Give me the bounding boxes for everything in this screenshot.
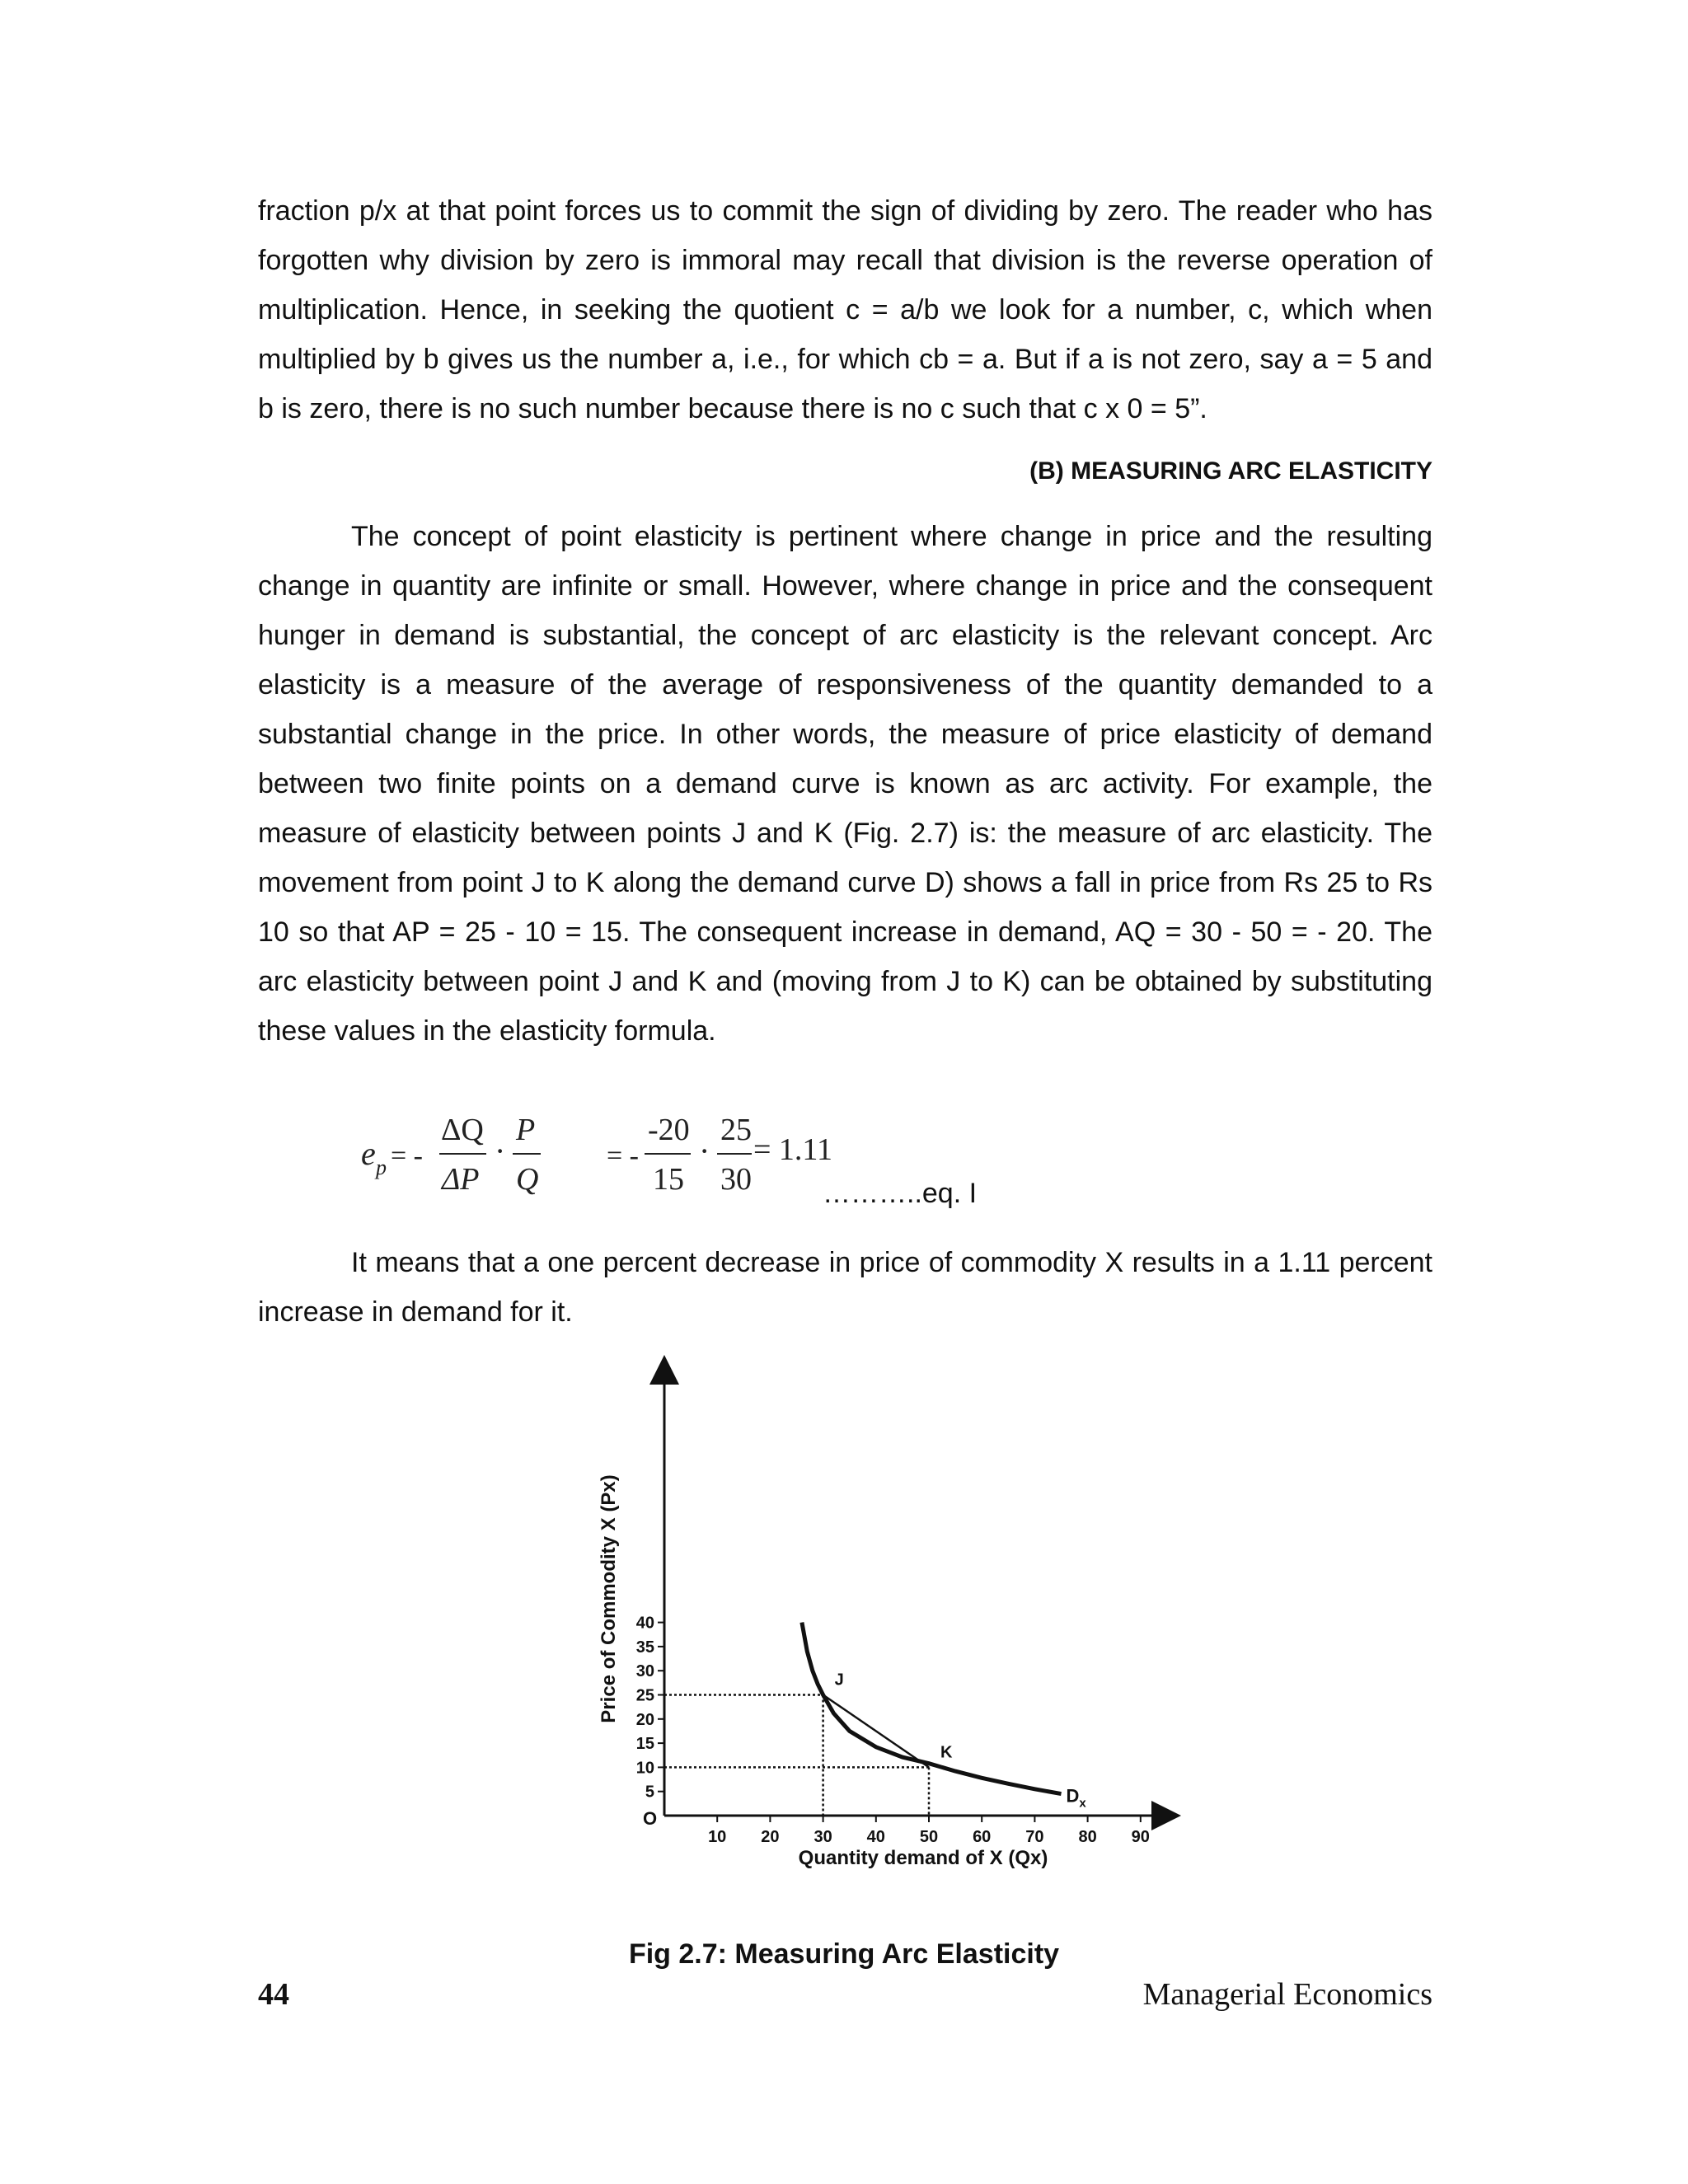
formula-num1: ΔQ: [441, 1113, 484, 1147]
x-axis-label: Quantity demand of X (Qx): [798, 1847, 1048, 1869]
formula-dot1: ·: [495, 1132, 506, 1169]
demand-chart: [577, 1352, 1187, 1896]
arc-chord-jk: [823, 1695, 929, 1768]
equation-label: ………..eq. I: [823, 1178, 978, 1209]
x-tick-label: 50: [919, 1828, 939, 1846]
x-tick-label: 60: [973, 1828, 992, 1846]
y-axis-label: Price of Commodity X (Px): [598, 1474, 620, 1723]
formula-num4: 25: [720, 1113, 752, 1147]
formula-den1: ΔP: [442, 1162, 480, 1197]
elasticity-formula: [354, 1092, 981, 1216]
book-title: Managerial Economics: [1142, 1977, 1432, 2012]
point-label-k: K: [940, 1743, 953, 1762]
x-tick-label: 30: [814, 1828, 832, 1846]
y-tick-label: 35: [635, 1638, 654, 1657]
y-tick-label: 5: [645, 1783, 654, 1802]
y-tick-label: 20: [635, 1710, 654, 1729]
formula-den3: 15: [653, 1162, 684, 1197]
formula-svg: [354, 1092, 981, 1216]
formula-result: = 1.11: [753, 1132, 833, 1167]
formula-lhs-sub: p: [376, 1155, 387, 1179]
x-tick-label: 10: [708, 1828, 727, 1846]
paragraph-interpretation: It means that a one percent decrease in price of commodity X results in a 1.11 percent increase in demand for it.: [258, 1247, 1432, 1328]
figure-arc-elasticity: [577, 1352, 1187, 1896]
y-tick-label: 30: [635, 1662, 654, 1681]
formula-lhs: e: [361, 1135, 376, 1172]
formula-eq1: = -: [391, 1141, 423, 1171]
figure-caption: Fig 2.7: Measuring Arc Elasticity: [628, 1938, 1060, 1970]
x-tick-label: 90: [1131, 1828, 1150, 1846]
point-label-j: J: [834, 1671, 844, 1690]
x-tick-label: 70: [1025, 1828, 1044, 1846]
formula-den2: Q: [516, 1162, 539, 1197]
page-number: 44: [258, 1977, 289, 2012]
y-tick-label: 40: [635, 1614, 654, 1633]
y-tick-label: 15: [635, 1735, 654, 1754]
x-tick-label: 40: [866, 1828, 885, 1846]
origin-label: O: [643, 1808, 658, 1829]
formula-eq2: = -: [607, 1141, 639, 1171]
x-tick-label: 20: [761, 1828, 780, 1846]
formula-dot2: ·: [699, 1132, 710, 1169]
paragraph-arc-elasticity: The concept of point elasticity is pertinent where change in price and the resulting change in quantity are infinite or small. However, where change in price and the consequent hunger in demand is substantial, the concept of arc elasticity is the relevant concept. Arc elasticity is a measure of the average of responsiveness of the quantity demanded to a substantial change in the price. In other words, the measure of price elasticity of demand between two finite points on a demand curve is known as arc activity. For example, the measure of elasticity between points J and K (Fig. 2.7) is: the measure of arc elasticity. The movement from point J to K along the demand curve D) shows a fall in price from Rs 25 to Rs 10 so that AP = 25 - 10 = 15. The consequent increase in demand, AQ = 30 - 50 = - 20. The arc elasticity between point J and K and (moving from J to K) can be obtained by substituting these values in the elasticity formula.: [258, 521, 1432, 1047]
y-tick-label: 25: [635, 1686, 654, 1705]
y-tick-label: 10: [635, 1759, 654, 1778]
formula-num2: P: [516, 1113, 536, 1147]
paragraph-division-by-zero: fraction p/x at that point forces us to commit the sign of dividing by zero. The reader who has forgotten why division by zero is immoral may recall that division is the reverse operation of multiplication. Hence, in seeking the quotient c = a/b we look for a number, c, which when multiplied by b gives us the number a, i.e., for which cb = a. But if a is not zero, say a = 5 and b is zero, there is no such number because there is no c such that c x 0 = 5”.: [258, 195, 1432, 424]
formula-num3: -20: [648, 1113, 690, 1147]
section-heading: (B) MEASURING ARC ELASTICITY: [1029, 457, 1432, 485]
x-tick-label: 80: [1078, 1828, 1097, 1846]
curve-label-dx: $D_x$: [1066, 1785, 1086, 1811]
formula-den4: 30: [720, 1162, 752, 1197]
